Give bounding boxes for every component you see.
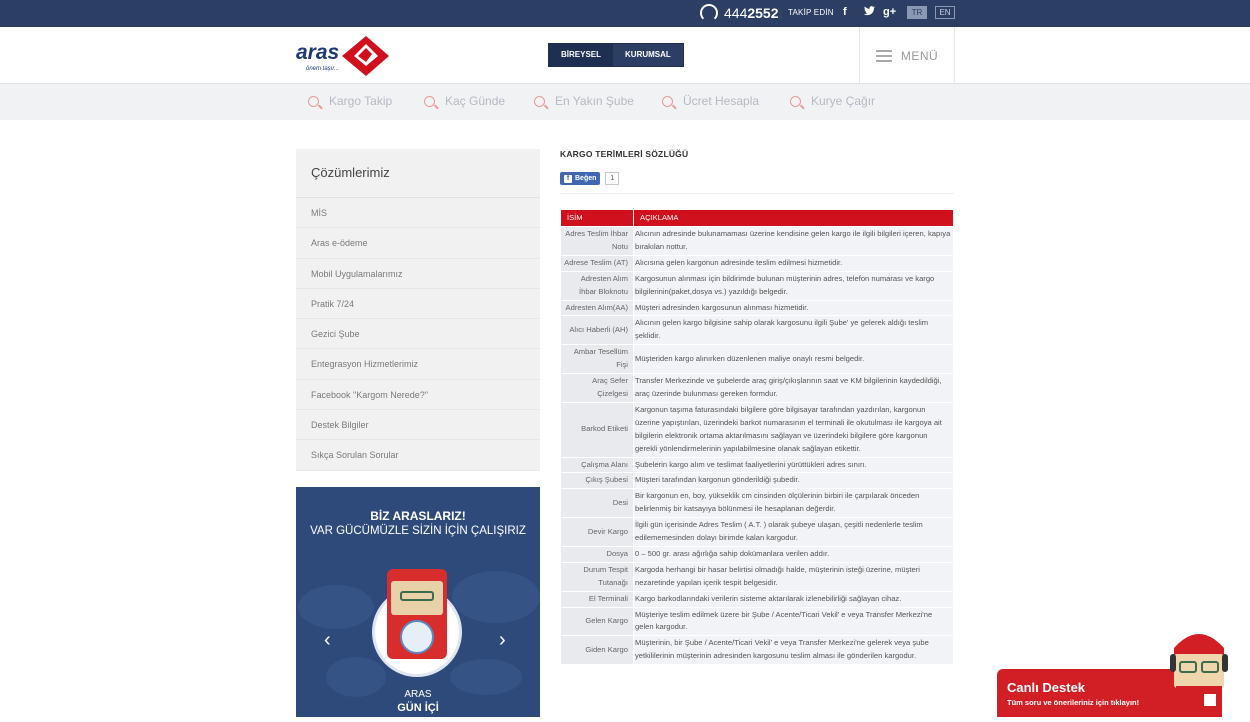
svg-text:aras: aras xyxy=(296,41,340,64)
table-row xyxy=(561,256,953,271)
sidebar-item-facebook[interactable]: Facebook "Kargom Nerede?" xyxy=(296,380,540,410)
table-row xyxy=(561,301,953,316)
table-row xyxy=(561,227,953,255)
top-bar xyxy=(0,0,1250,27)
banner-label-bold: GÜN İÇİ xyxy=(397,702,439,714)
menu-button[interactable] xyxy=(859,27,955,84)
term-description: Şubelerin kargo alım ve teslimat faaliyetlerini yürüttükleri adres sınırı. xyxy=(634,458,953,473)
term-name: Adrese Teslim (AT) xyxy=(561,256,633,271)
quick-links-bar xyxy=(0,84,1250,120)
term-name: Dosya xyxy=(561,547,633,562)
carousel-next-icon[interactable]: › xyxy=(499,629,506,651)
term-description: Müşteri adresinden kargosunun alınması hizmetidir. xyxy=(634,301,953,316)
table-row xyxy=(561,458,953,473)
term-description: Müşterinin, bir Şube / Acente/Ticari Vekil' e veya Transfer Merkezi'ne gelerek veya şube yetkililerinin müşterinin adresinden kargosunu teslim alması ile gönderilen kargodur. xyxy=(634,636,953,664)
live-support-mascot[interactable] xyxy=(1166,624,1232,717)
page-title: KARGO TERİMLERİ SÖZLÜĞÜ xyxy=(560,149,689,159)
table-row xyxy=(561,272,953,300)
sidebar xyxy=(296,149,540,471)
search-icon xyxy=(790,96,801,107)
table-row xyxy=(561,547,953,562)
sidebar-item-mis[interactable]: MİS xyxy=(296,198,540,228)
sidebar-item-gezici-sube[interactable]: Gezici Şube xyxy=(296,319,540,349)
google-plus-icon[interactable]: g+ xyxy=(883,6,897,18)
column-header-description: AÇIKLAMA xyxy=(634,210,953,226)
table-row xyxy=(561,473,953,488)
promo-banner[interactable] xyxy=(296,487,540,717)
segment-switch xyxy=(548,43,684,67)
headset-icon xyxy=(700,4,718,22)
follow-label: TAKİP EDİN xyxy=(788,8,834,17)
sidebar-item-sss[interactable]: Sıkça Sorulan Sorular xyxy=(296,440,540,470)
term-description: Kargosunun alınması için bildirimde bulunan müşterinin adres, telefon numarası ve kargo bilgilerinin(paket,dosya vs.) yazıldığı belgedir. xyxy=(634,272,953,300)
main-content xyxy=(560,149,954,661)
term-name: Giden Kargo xyxy=(561,636,633,664)
divider xyxy=(560,193,954,194)
quick-link-kac-gunde[interactable]: Kaç Günde xyxy=(424,94,505,108)
term-description: Kargonun taşıma faturasındaki bilgilere göre bilgisayar tarafından yazdırılan, kargonun üzerine yapıştırılan, üzerindeki barkot numarasının el terminali ile okutulması ile kargoya ait bilgilerin elektronik ortama aktarılmasını sağlayan ve üzerindeki bilgilere göre kargonun gerekli yönlendirmelerinin yapılabilmesine olanak sağlayan etikettir. xyxy=(634,403,953,457)
carousel-prev-icon[interactable]: ‹ xyxy=(324,629,331,651)
term-name: Çıkış Şubesi xyxy=(561,473,633,488)
column-header-name: İSİM xyxy=(561,210,633,226)
sidebar-item-mobil[interactable]: Mobil Uygulamalarımız xyxy=(296,259,540,289)
table-row xyxy=(561,345,953,373)
term-description: Kargoda herhangi bir hasar belirtisi olmadığı halde, müşterinin isteği üzerine, müşteri nezaretinde yapılan içerik tespit belgesidir. xyxy=(634,563,953,591)
term-name: Desi xyxy=(561,489,633,517)
svg-text:önem taşır...: önem taşır... xyxy=(306,66,340,72)
live-support-button[interactable] xyxy=(997,669,1182,717)
sidebar-item-pratik[interactable]: Pratik 7/24 xyxy=(296,289,540,319)
tab-bireysel[interactable]: BİREYSEL xyxy=(549,44,613,66)
term-name: Adresten Alım İhbar Bloknotu xyxy=(561,272,633,300)
lang-en[interactable]: EN xyxy=(935,6,955,19)
term-name: Devir Kargo xyxy=(561,518,633,546)
hamburger-icon xyxy=(876,50,892,62)
table-row xyxy=(561,518,953,546)
table-row xyxy=(561,489,953,517)
search-icon xyxy=(424,96,435,107)
term-description: Alıcısına gelen kargonun adresinde teslim edilmesi hizmetidir. xyxy=(634,256,953,271)
term-name: Alıcı Haberli (AH) xyxy=(561,316,633,344)
term-description: Transfer Merkezinde ve şubelerde araç giriş/çıkışlarının saat ve KM bilgilerinin kaydedildiği, araç üzerinde bulunması gereken formdur. xyxy=(634,374,953,402)
table-row xyxy=(561,316,953,344)
term-name: Adresten Alım(AA) xyxy=(561,301,633,316)
search-icon xyxy=(534,96,545,107)
facebook-icon: f xyxy=(564,175,572,183)
terms-table xyxy=(560,209,954,665)
banner-subtitle: VAR GÜCÜMÜZLE SİZİN İÇİN ÇALIŞIRIZ xyxy=(310,525,526,537)
term-name: Durum Tespit Tutanağı xyxy=(561,563,633,591)
term-description: Müşteri tarafından kargonun gönderildiği şubedir. xyxy=(634,473,953,488)
banner-title: BİZ ARASLARIZ! xyxy=(370,509,466,523)
like-count: 1 xyxy=(605,172,619,185)
sidebar-item-destek[interactable]: Destek Bilgiler xyxy=(296,410,540,440)
quick-link-kurye-cagir[interactable]: Kurye Çağır xyxy=(790,94,875,108)
table-row xyxy=(561,608,953,636)
term-description: Alıcının adresinde bulunamaması üzerine kendisine gelen kargo ile ilgili bilgileri içeren, kapıya bırakılan nottur. xyxy=(634,227,953,255)
table-row xyxy=(561,636,953,664)
term-description: Müşteriye teslim edilmek üzere bir Şube / Acente/Ticari Vekil' e veya Transfer Merkezi'ne gelen kargodur. xyxy=(634,608,953,636)
term-description: Müşteriden kargo alınırken düzenlenen maliye onaylı resmi belgedir. xyxy=(634,345,953,373)
term-name: El Terminali xyxy=(561,592,633,607)
term-description: Bir kargonun en, boy, yükseklik cm cinsinden ölçülerinin birbiri ile çarpılarak önceden belirlenmiş bir katsayıya bölünmesi ile hesaplanan değerdir. xyxy=(634,489,953,517)
term-description: Kargo barkodlarındaki verilerin sisteme aktarılarak izlenebilirliği sağlayan cihaz. xyxy=(634,592,953,607)
term-name: Ambar Tesellüm Fişi xyxy=(561,345,633,373)
call-center[interactable] xyxy=(700,4,779,22)
search-icon xyxy=(308,96,319,107)
sidebar-item-entegrasyon[interactable]: Entegrasyon Hizmetlerimiz xyxy=(296,349,540,379)
live-support-subtitle: Tüm soru ve önerileriniz için tıklayın! xyxy=(1007,698,1140,707)
sidebar-title: Çözümlerimiz xyxy=(296,149,540,198)
table-row xyxy=(561,563,953,591)
menu-label: MENÜ xyxy=(900,48,939,63)
sidebar-item-e-odeme[interactable]: Aras e-ödeme xyxy=(296,228,540,258)
phone-number: 4442552 xyxy=(724,5,779,21)
term-name: Gelen Kargo xyxy=(561,608,633,636)
quick-link-ucret-hesapla[interactable]: Ücret Hesapla xyxy=(662,94,759,108)
header xyxy=(0,27,1250,84)
like-button[interactable]: f Beğen xyxy=(560,172,600,185)
term-name: Çalışma Alanı xyxy=(561,458,633,473)
twitter-icon[interactable] xyxy=(864,6,875,19)
aras-logo[interactable] xyxy=(296,34,391,78)
table-row xyxy=(561,403,953,457)
quick-link-en-yakin-sube[interactable]: En Yakın Şube xyxy=(534,94,634,108)
table-row xyxy=(561,374,953,402)
table-row xyxy=(561,592,953,607)
mascot-badge-icon xyxy=(400,620,434,654)
term-description: 0 – 500 gr. arası ağırlığa sahip dokümanlara verilen addır. xyxy=(634,547,953,562)
mascot-glasses xyxy=(400,591,434,601)
tab-kurumsal[interactable]: KURUMSAL xyxy=(613,44,683,66)
facebook-icon[interactable]: f xyxy=(843,6,847,18)
search-icon xyxy=(662,96,673,107)
term-name: Barkod Etiketi xyxy=(561,403,633,457)
term-description: Alıcının gelen kargo bilgisine sahip olarak kargosunu ilgili Şube' ye gelerek aldığı teslim şeklidir. xyxy=(634,316,953,344)
lang-tr[interactable]: TR xyxy=(907,6,927,19)
facebook-like xyxy=(560,172,619,185)
banner-label: ARAS xyxy=(404,689,432,700)
quick-link-kargo-takip[interactable]: Kargo Takip xyxy=(308,94,392,108)
term-name: Adres Teslim İhbar Notu xyxy=(561,227,633,255)
term-description: İlgili gün içerisinde Adres Teslim ( A.T. ) olarak şubeye ulaşan, çeşitli nedenlerle teslim edilememesinden dolayı birimde kalan kargodur. xyxy=(634,518,953,546)
term-name: Araç Sefer Çizelgesi xyxy=(561,374,633,402)
live-support-title: Canlı Destek xyxy=(1007,680,1086,695)
